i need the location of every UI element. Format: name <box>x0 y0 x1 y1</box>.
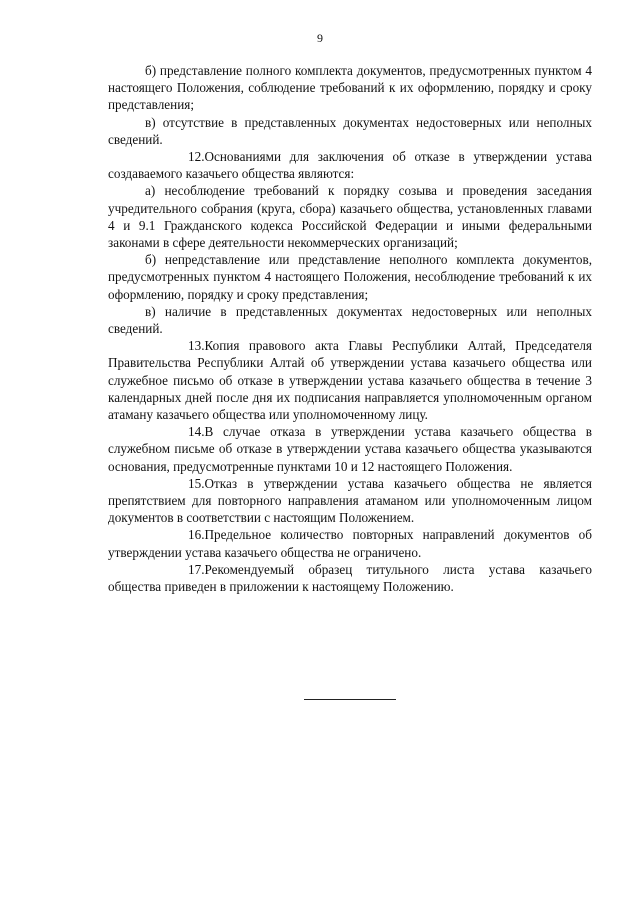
clause-number: 15. <box>188 475 205 491</box>
subitem-v-second <box>108 303 592 337</box>
paragraph-text: Основаниями для заключения об отказе в утверждении устава создаваемого казачьего общества являются: <box>108 149 592 182</box>
paragraph-text: в) наличие в представленных документах недостоверных или неполных сведений. <box>108 303 592 337</box>
paragraph-text: в) отсутствие в представленных документах недостоверных или неполных сведений. <box>108 114 592 147</box>
clause-12 <box>108 148 592 182</box>
clause-14 <box>108 423 592 475</box>
subitem-a <box>108 182 592 251</box>
subitem-b-first <box>108 62 592 114</box>
clause-number: 13. <box>188 338 205 354</box>
paragraph-text: а) несоблюдение требований к порядку созыва и проведения заседания учредительного собрания (круга, сбора) казачьего общества, установленных главами 4 и 9.1 Гражданского кодекса Российской Федерации и иными федеральными законами в сфере деятельности некоммерческих организаций; <box>108 183 592 251</box>
paragraph-text: Отказ в утверждении устава казачьего общества не является препятствием для повторного направления атаманом или уполномоченным лицом документов в соответствии с настоящим Положением. <box>108 475 592 526</box>
page-number: 9 <box>317 31 323 45</box>
paragraph-text: Предельное количество повторных направлений документов об утверждении устава казачьего общества не ограничено. <box>108 527 592 560</box>
clause-16 <box>108 526 592 560</box>
clause-number: 14. <box>188 424 205 440</box>
clause-17 <box>108 561 592 595</box>
clause-number: 12. <box>188 149 205 165</box>
subitem-v-first <box>108 114 592 148</box>
subitem-b-second <box>108 251 592 303</box>
paragraph-text: б) непредставление или представление неполного комплекта документов, предусмотренных пунктом 4 настоящего Положения, несоблюдение требований к их оформлению, порядку и сроку представления; <box>108 252 592 302</box>
document-body <box>108 62 592 595</box>
clause-number: 16. <box>188 527 205 543</box>
clause-13 <box>108 337 592 423</box>
paragraph-text: б) представление полного комплекта документов, предусмотренных пунктом 4 настоящего Положения, соблюдение требований к их оформлению, порядку и сроку представления; <box>108 63 592 113</box>
clause-15 <box>108 475 592 527</box>
clause-number: 17. <box>188 561 205 577</box>
end-divider <box>304 699 396 700</box>
paragraph-text: Копия правового акта Главы Республики Алтай, Председателя Правительства Республики Алтай об утверждении устава казачьего общества или служебное письмо об отказе в утверждении устава казачьего общества в течение 3 календарных дней после дня их подписания направляется уполномоченным органом атаману казачьего общества или уполномоченному лицу. <box>108 338 592 423</box>
paragraph-text: В случае отказа в утверждении устава казачьего общества в служебном письме об отказе в утверждении устава казачьего общества указываются основания, предусмотренные пунктами 10 и 12 настоящего Положения. <box>108 424 592 474</box>
paragraph-text: Рекомендуемый образец титульного листа устава казачьего общества приведен в приложении к настоящему Положению. <box>108 561 592 595</box>
